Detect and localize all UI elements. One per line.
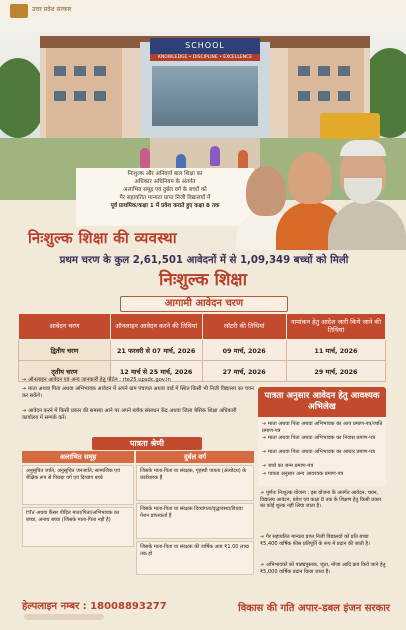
arrow-icon: ➜ [260, 490, 266, 496]
eligibility-cell: जिसके माता-पिता या संरक्षक की वार्षिक आय ₹1.00 लाख तक हो [136, 541, 254, 575]
document-text: माता अथवा पिता अथवा अभिभावक का आधार प्रमाण-पत्र [268, 449, 375, 455]
bullet-text: आवेदन करने में किसी प्रकार की समस्या आने पर अपने ब्लॉक संसाधन केंद्र अथवा जिला बेसिक शिक्षा अधिकारी कार्यालय में सम्पर्क करें। [22, 408, 237, 422]
table-header-row [19, 314, 386, 340]
social-icons [24, 614, 104, 620]
documents-title: पात्रता अनुसार आवेदन हेतु आवश्यक अभिलेख [258, 387, 386, 417]
category-header: अलाभित समूह [22, 451, 134, 463]
table-cell: द्वितीय चरण [19, 340, 111, 361]
student-figure [140, 148, 150, 168]
document-item [262, 449, 384, 456]
bullet-item [22, 386, 254, 400]
student-figure [210, 146, 220, 166]
headline: प्रथम चरण के कुल 2,61,501 आवेदनों में से 1,09,349 बच्चों को मिली [59, 255, 349, 266]
column-header: आवेदन चरण [19, 314, 111, 340]
schedule-table [18, 313, 386, 382]
arrow-icon: ➜ [262, 463, 269, 469]
helpline-label: हेल्पलाइन नम्बर : [22, 601, 87, 612]
intro-line: अधिकार अधिनियम के अंतर्गत [134, 179, 196, 185]
eligibility-cell: अनुसूचित जाति, अनुसूचित जनजाति, सामाजिक एवं शैक्षिक रूप से पिछड़ा वर्ग एवं दिव्यांग बच्चे [22, 465, 134, 505]
helpline [22, 598, 167, 612]
eligibility-title: पात्रता श्रेणी [92, 437, 202, 450]
bullet-text: गैर सहायतित मान्यता प्राप्त निजी विद्यालयों को प्रति बच्चा ₹5,400 वार्षिक फीस प्रतिपूर्ति के रूप में प्रदान की जाती है। [260, 534, 370, 547]
table-cell: 12 मार्च से 25 मार्च, 2026 [110, 361, 202, 382]
eligibility-cell: जिसके माता-पिता या संरक्षक, गृहस्थी पात्रता (अंत्योदय) के कार्डधारक हैं [136, 465, 254, 501]
bullet-text: माता अथवा पिता अथवा अभिभावक आवेदन में अपने ग्राम पंचायत अथवा वार्ड में स्थित किसी भी निजी विद्यालय का चयन कर सकेंगे। [22, 386, 254, 400]
table-cell: 09 मार्च, 2026 [202, 340, 286, 361]
eligibility-cell: HIV अथवा कैंसर पीड़ित माता/पिता/अभिभावक का बच्चा, अनाथ बच्चा (जिसके माता-पिता नहीं है) [22, 507, 134, 547]
arrow-icon: ➜ [22, 377, 29, 383]
intro-line: पूर्व प्राथमिक/कक्षा 1 में प्रवेश कराते हुए कक्षा 8 तक [110, 203, 220, 209]
bullet-item [22, 408, 254, 422]
column-header: नामांकन हेतु आदेश जारी किये जाने की तिथियां [286, 314, 385, 340]
bullet-text: पूर्णतः निःशुल्क योजना : इस योजना के अंतर्गत आवेदन, चयन, विद्यालय आवंटन, प्रवेश एवं कक्षा 8 तक के शिक्षण हेतु किसी प्रकार का कोई शुल्क नहीं लिया जाता है। [260, 490, 382, 510]
table-cell: 27 मार्च, 2026 [202, 361, 286, 382]
intro-line: निःशुल्क और अनिवार्य बाल शिक्षा का [127, 171, 203, 177]
column-header: ऑनलाइन आवेदन करने की तिथियां [110, 314, 202, 340]
arrow-icon: ➜ [260, 562, 266, 568]
emblem-icon [10, 4, 28, 18]
school-tagline: KNOWLEDGE • DISCIPLINE • EXCELLENCE [150, 54, 260, 61]
category-header: दुर्बल वर्ग [136, 451, 254, 463]
table-cell: तृतीय चरण [19, 361, 111, 382]
table-cell: 29 मार्च, 2026 [286, 361, 385, 382]
bullet-item [260, 562, 386, 575]
upcoming-phases-title: आगामी आवेदन चरण [120, 296, 288, 312]
document-text: बच्चे का जन्म प्रमाण-पत्र [268, 463, 314, 469]
arrow-icon: ➜ [262, 471, 269, 477]
intro-line: अलाभित समूह एवं दुर्बल वर्ग के बच्चों को [123, 187, 207, 193]
arrow-icon: ➜ [262, 435, 269, 441]
column-header: लॉटरी की तिथियां [202, 314, 286, 340]
bullet-text: ऑनलाइन आवेदन एवं अन्य जानकारी हेतु पोर्टल : rte25.upsdc.gov.in [28, 377, 171, 383]
document-item [262, 421, 384, 435]
document-item [262, 435, 384, 442]
logo-text: उत्तर प्रदेश सरकार [32, 6, 72, 13]
document-item [262, 463, 384, 470]
arrow-icon: ➜ [22, 386, 29, 392]
document-text: पात्रता अनुसार अन्य आवश्यक प्रमाण-पत्र [268, 471, 344, 477]
headline-highlight: निःशुल्क शिक्षा [158, 270, 248, 290]
school-sign: SCHOOL [150, 38, 260, 54]
intro-box [76, 168, 254, 226]
helpline-number: 18008893277 [90, 601, 167, 612]
document-text: माता अथवा पिता अथवा अभिभावक का आय प्रमाण-पत्र/जाति प्रमाण-पत्र [262, 421, 383, 434]
bullet-text: अभिभावकों को पाठ्यपुस्तक, जूता, मोजा आदि क्रय किये जाने हेतु ₹5,000 वार्षिक प्रदान किया जाता है। [260, 562, 386, 575]
bullet-item [260, 490, 386, 510]
table-row [19, 340, 386, 361]
school-bus-icon [320, 113, 380, 139]
arrow-icon: ➜ [262, 449, 269, 455]
documents-box [258, 418, 386, 486]
eligibility-cell: जिसके माता-पिता या संरक्षक दिव्यांगता/वृद्धावस्था/विधवा पेंशन प्राप्तकर्ता हैं [136, 503, 254, 539]
arrow-icon: ➜ [262, 421, 269, 427]
table-cell: 21 फरवरी से 07 मार्च, 2026 [110, 340, 202, 361]
document-text: माता अथवा पिता अथवा अभिभावक का निवास प्रमाण-पत्र [268, 435, 375, 441]
scheme-title: निःशुल्क शिक्षा की व्यवस्था [28, 229, 177, 247]
table-cell: 11 मार्च, 2026 [286, 340, 385, 361]
arrow-icon: ➜ [22, 408, 29, 414]
leaders-portrait [236, 140, 406, 250]
slogan: विकास की गति अपार-डबल इंजन सरकार [238, 603, 390, 614]
arrow-icon: ➜ [260, 534, 266, 540]
document-item [262, 471, 384, 478]
bullet-item [22, 377, 254, 384]
bullet-item [260, 534, 386, 547]
intro-line: गैर सहायतित मान्यता प्राप्त निजी विद्यालयों में [119, 195, 211, 201]
